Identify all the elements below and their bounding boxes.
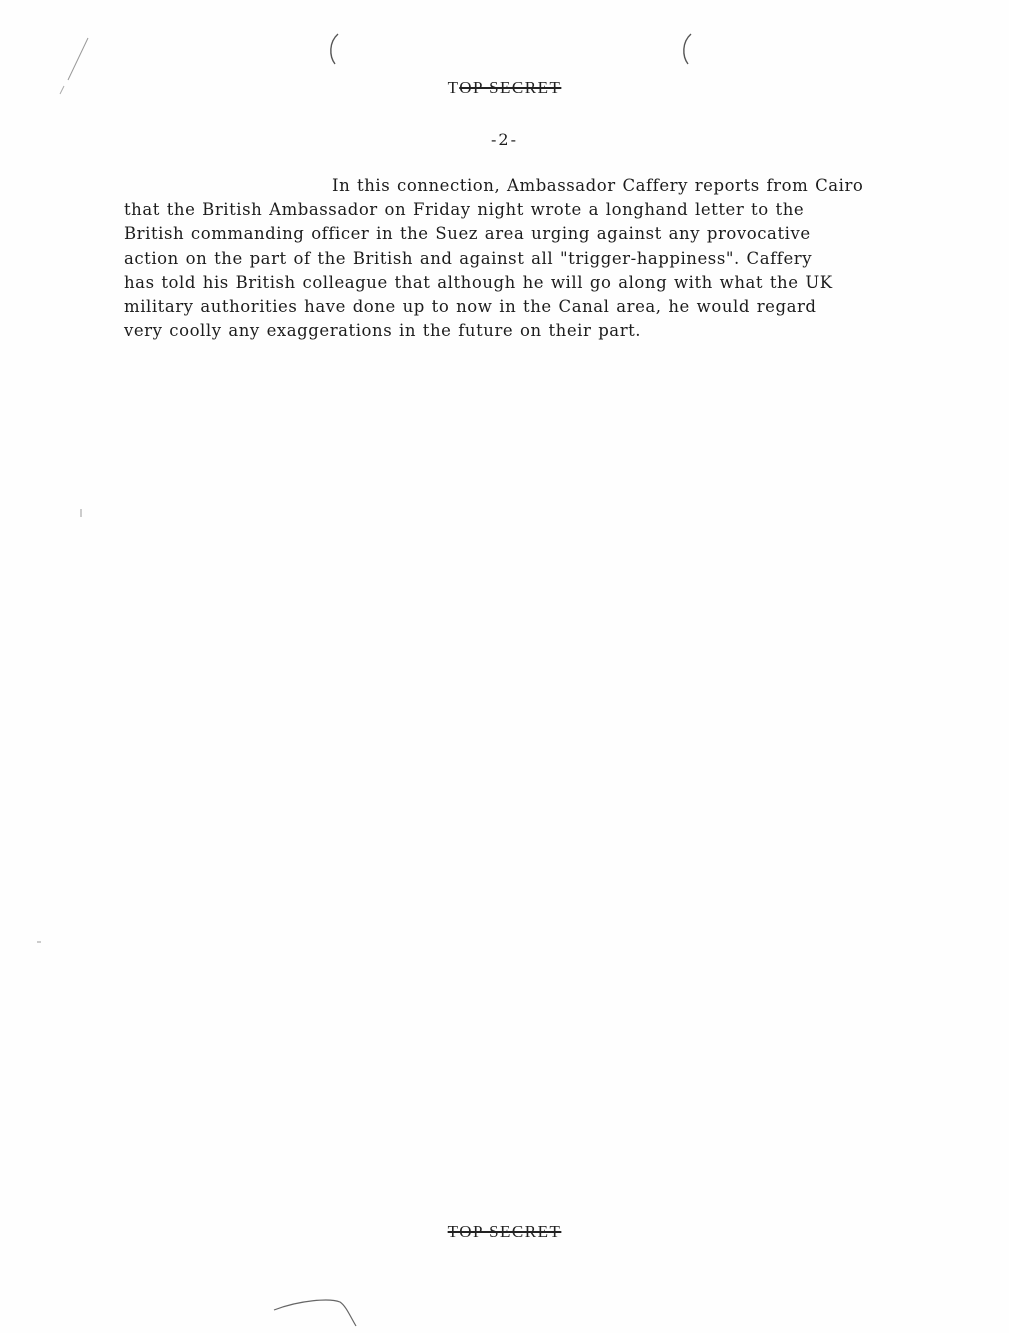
body-line: has told his British colleague that although he will go along with what the UK [124, 272, 833, 292]
speck-mark [36, 940, 42, 944]
body-line: In this connection, Ambassador Caffery reports from Cairo [332, 176, 864, 195]
classification-header [0, 78, 1009, 98]
body-paragraph [124, 174, 954, 343]
bottom-pen-mark [270, 1296, 370, 1336]
binder-hole-left-mark [326, 32, 342, 66]
body-line: British commanding officer in the Suez area urging against any provocative [124, 224, 811, 244]
body-line: action on the part of the British and against all "trigger-happiness". Caffery [124, 248, 813, 268]
speck-mark [78, 508, 84, 518]
classification-header-initial: T [447, 78, 460, 97]
body-line: that the British Ambassador on Friday night wrote a longhand letter to the [124, 200, 805, 220]
page-number: -2- [491, 130, 518, 149]
body-line: very coolly any exaggerations in the future on their part. [124, 321, 642, 341]
binder-hole-right-mark [678, 32, 694, 66]
body-line: military authorities have done up to now in the Canal area, he would regard [124, 297, 817, 317]
classification-header-struck-text: OP SECRET [459, 78, 562, 97]
classification-footer-struck-text: TOP SECRET [447, 1222, 562, 1241]
classification-footer [0, 1222, 1009, 1242]
